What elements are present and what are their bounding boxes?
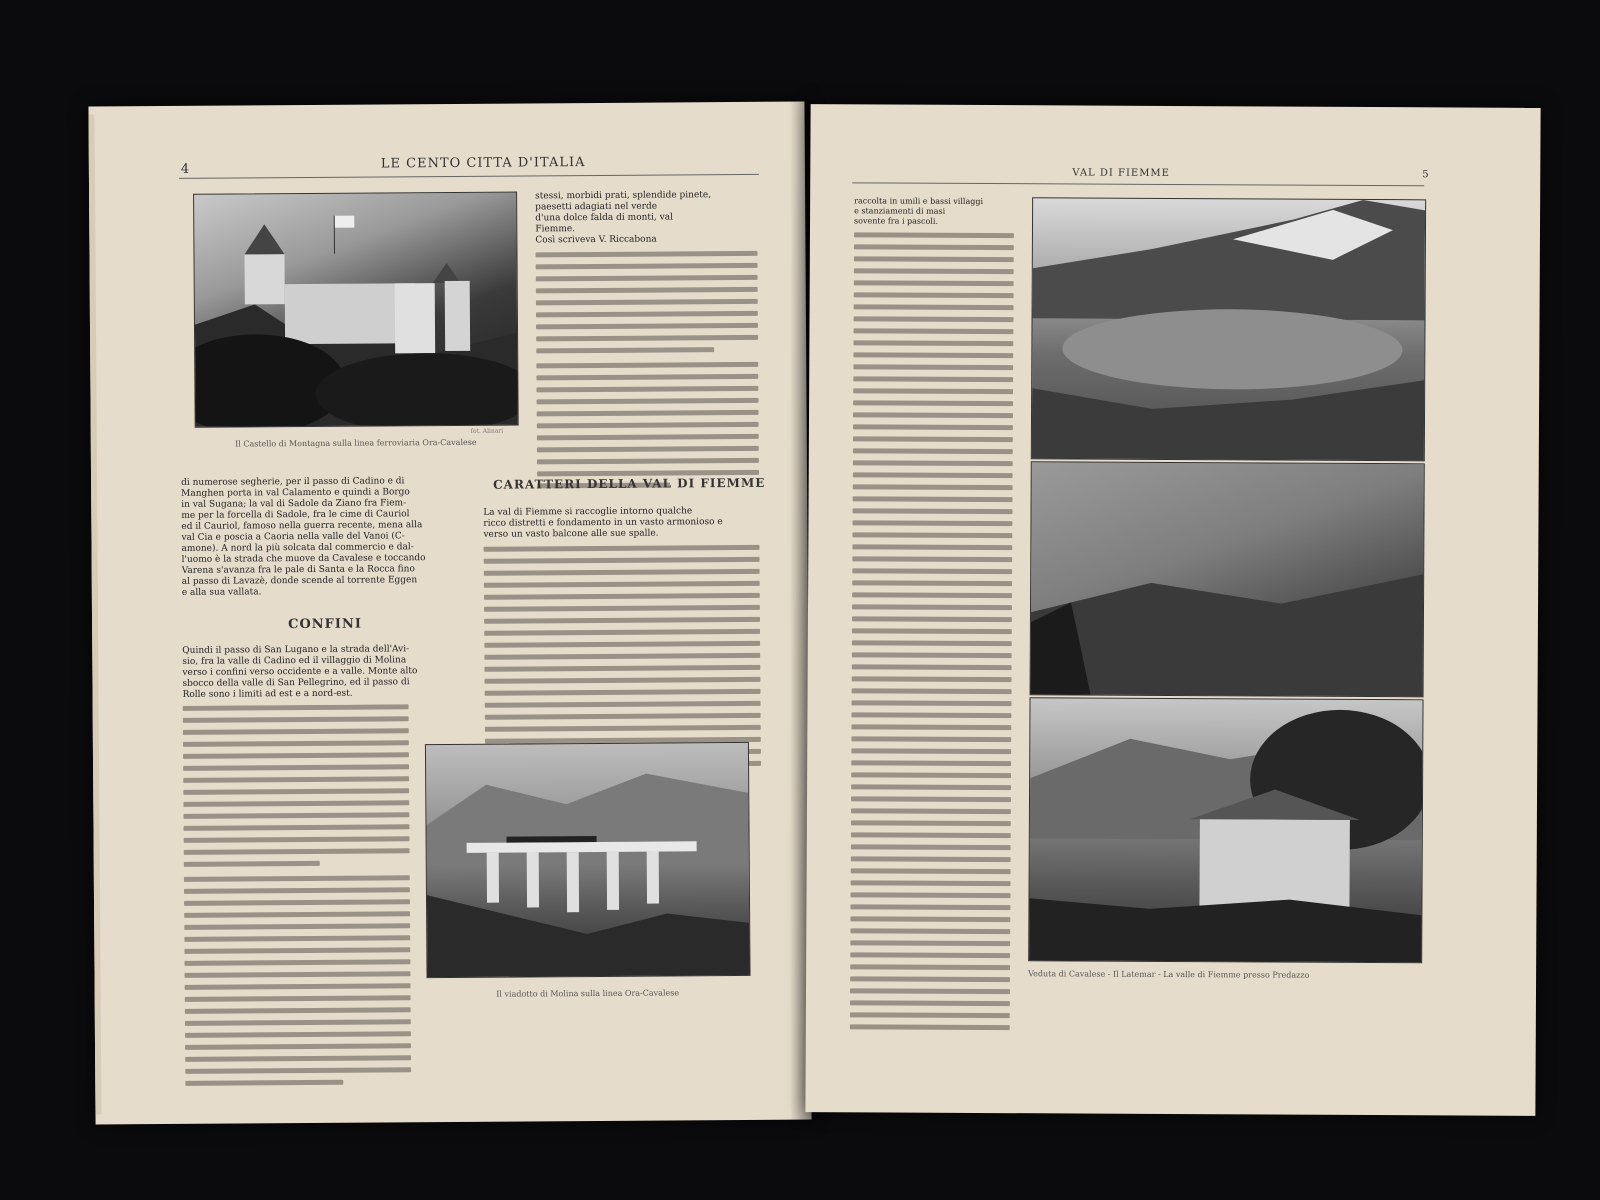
- running-header: VAL DI FIEMME: [1072, 167, 1171, 179]
- paragraph-line: Rolle sono i limiti ad est e a nord-est.: [182, 688, 353, 700]
- paragraph-line: Varena s'avanza fra le pale di Santa e la Rocca fino: [181, 564, 415, 576]
- paragraph-line: e alla sua vallata.: [181, 587, 262, 598]
- viaduct-photo-caption: Il viadotto di Molina sulla linea Ora-Cavalese: [496, 988, 680, 999]
- header-rule: [179, 174, 759, 179]
- paragraph-line: me per la forcella di Sadole, fra le cime di Cauriol: [181, 509, 410, 521]
- castle-illustration: [194, 193, 518, 427]
- valley-slope-photo: [1030, 461, 1425, 697]
- paragraph-line: amone). A nord la più solcata dal commercio e dal-: [181, 542, 414, 554]
- slope-illustration: [1031, 462, 1424, 696]
- paragraph-line: ed il Cauriol, famoso nella guerra recente, mena alla: [181, 520, 423, 532]
- page-number: 4: [180, 161, 191, 177]
- paragraph-line: in val Sugana; la val di Sadole da Ziano fra Fiem-: [181, 498, 407, 510]
- section-heading-confini: CONFINI: [288, 616, 362, 633]
- village-square-photo: [1028, 697, 1423, 963]
- paragraph-line: verso i confini verso occidente e a valle. Monte alto: [182, 666, 418, 678]
- photo-credit: fot. Alinari: [470, 427, 504, 435]
- page-number: 5: [1422, 169, 1430, 181]
- mountain-illustration: [1032, 198, 1425, 460]
- viaduct-illustration: [426, 743, 750, 977]
- paragraph-line: e stanziamenti di masi: [854, 206, 946, 216]
- paragraph-line: Quindi il passo di San Lugano e la strada dell'Avi-: [182, 644, 410, 656]
- narrow-text-column: [850, 196, 1014, 1037]
- header-rule: [852, 182, 1424, 186]
- paragraph-line: stessi, morbidi prati, splendide pinete,: [535, 190, 712, 202]
- paragraph-line: al passo di Lavazè, donde scende al torrente Eggen: [181, 575, 418, 587]
- paragraph-line: Fiemme.: [535, 224, 576, 235]
- paragraph-line: di numerose segherie, per il passo di Cadino e di: [181, 476, 405, 488]
- valley-town-photo: [1031, 197, 1426, 461]
- paragraph-line: Manghen porta in val Calamento e quindi a Borgo: [181, 487, 410, 499]
- viaduct-photo: [425, 742, 751, 978]
- paragraph-line: raccolta in umili e bassi villaggi: [854, 196, 984, 206]
- paragraph-line: d'una dolce falda di monti, val: [535, 212, 673, 224]
- paragraph-line: paesetti adagiati nel verde: [535, 201, 658, 213]
- paragraph-line: val Cia e poscia a Caoria nella valle del Vanoi (C-: [181, 531, 405, 543]
- paragraph-line: Così scriveva V. Riccabona: [535, 234, 657, 246]
- confini-blurred-block: [183, 704, 412, 1093]
- running-header: LE CENTO CITTA D'ITALIA: [380, 155, 586, 172]
- section-heading-caratteri: CARATTERI DELLA VAL DI FIEMME: [493, 475, 766, 492]
- blurred-text-block: [535, 251, 759, 489]
- paragraph-line: sio, fra la valle di Cadino ed il villaggio di Molina: [182, 655, 407, 667]
- paragraph-line: sovente fra i pascoli.: [854, 216, 939, 226]
- paragraph-line: l'uomo è la strada che muove da Cavalese e toccando: [181, 553, 426, 565]
- paragraph-line: verso un vasto balcone alle sue spalle.: [483, 528, 659, 540]
- left-page: [88, 102, 811, 1125]
- village-illustration: [1029, 698, 1422, 962]
- right-photos-caption: Veduta di Cavalese - Il Latemar - La valle di Fiemme presso Predazzo: [1028, 969, 1310, 980]
- castle-photo-caption: Il Castello di Montagna sulla linea ferroviaria Ora-Cavalese: [235, 437, 477, 449]
- paragraph-line: ricco distretti e fondamento in un vasto armonioso e: [483, 517, 723, 529]
- castle-photo: [193, 192, 519, 428]
- paragraph-line: sbocco della valle di San Pellegrino, ed il passo di: [182, 677, 410, 689]
- right-page: [805, 104, 1540, 1116]
- confini-column: [182, 644, 472, 701]
- paragraph-line: La val di Fiemme si raccoglie intorno qualche: [483, 506, 693, 518]
- right-column-top: [535, 190, 759, 496]
- narrow-column-blurred-block: [850, 232, 1014, 1030]
- left-column: [181, 476, 472, 599]
